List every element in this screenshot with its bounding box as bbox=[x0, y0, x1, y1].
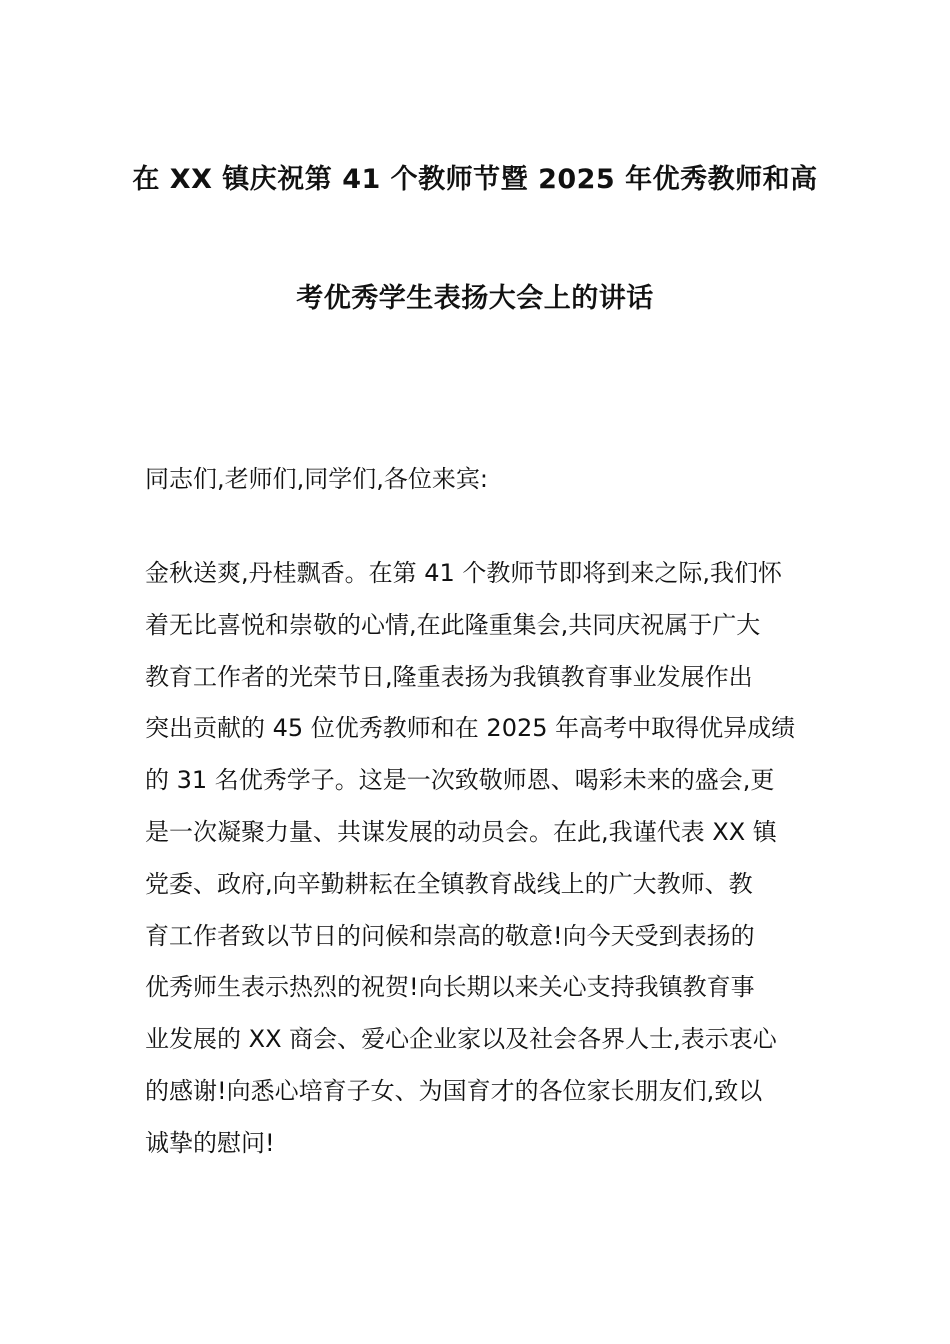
paragraph-line: 育工作者致以节日的问候和崇高的敬意!向今天受到表扬的 bbox=[145, 921, 755, 950]
title-line-2: 考优秀学生表扬大会上的讲话 bbox=[296, 283, 654, 314]
title-line-1: 在 XX 镇庆祝第 41 个教师节暨 2025 年优秀教师和高 bbox=[132, 164, 818, 195]
paragraph-line: 突出贡献的 45 位优秀教师和在 2025 年高考中取得优异成绩 bbox=[145, 714, 796, 743]
paragraph-line: 是一次凝聚力量、共谋发展的动员会。在此,我谨代表 XX 镇 bbox=[145, 817, 777, 846]
paragraph-line: 教育工作者的光荣节日,隆重表扬为我镇教育事业发展作出 bbox=[145, 662, 753, 691]
document-body bbox=[145, 452, 810, 1170]
paragraph-line: 金秋送爽,丹桂飘香。在第 41 个教师节即将到来之际,我们怀 bbox=[145, 559, 783, 587]
document-title bbox=[120, 154, 830, 325]
paragraph-line: 着无比喜悦和崇敬的心情,在此隆重集会,共同庆祝属于广大 bbox=[145, 610, 761, 639]
paragraph-line: 的 31 名优秀学子。这是一次致敬师恩、喝彩未来的盛会,更 bbox=[145, 766, 775, 795]
paragraph-line: 党委、政府,向辛勤耕耘在全镇教育战线上的广大教师、教 bbox=[145, 869, 753, 898]
paragraph-line: 业发展的 XX 商会、爱心企业家以及社会各界人士,表示衷心 bbox=[145, 1025, 777, 1054]
paragraph-line: 优秀师生表示热烈的祝贺!向长期以来关心支持我镇教育事 bbox=[145, 973, 755, 1002]
paragraph-line: 诚挚的慰问! bbox=[145, 1128, 275, 1157]
salutation: 同志们,老师们,同学们,各位来宾: bbox=[145, 465, 488, 493]
body-paragraph bbox=[145, 548, 810, 1170]
paragraph-line: 的感谢!向悉心培育子女、为国育才的各位家长朋友们,致以 bbox=[145, 1076, 763, 1105]
